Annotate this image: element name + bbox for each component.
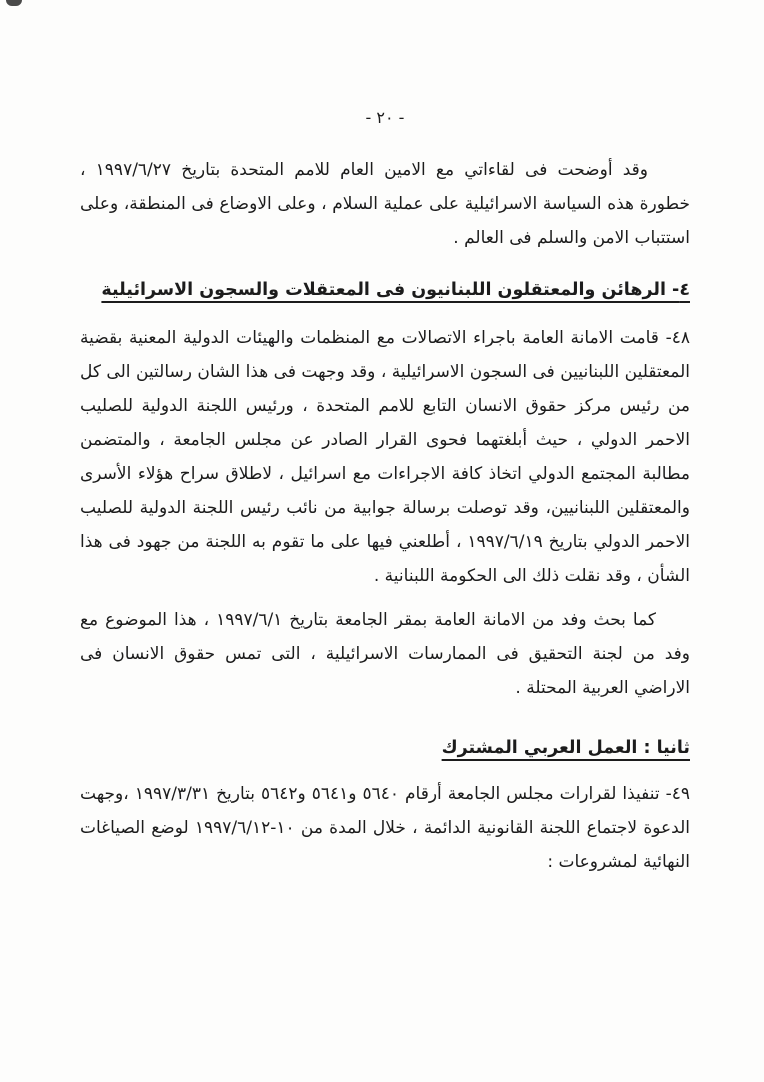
paragraph-49: ٤٩- تنفيذا لقرارات مجلس الجامعة أرقام ٥٦٤٠ و٥٦٤١ و٥٦٤٢ بتاريخ ١٩٩٧/٣/٣١ ،وجهت الدعوة لاجتماع اللجنة القانونية الدائمة ، خلال المدة من ١٠-١٩٩٧/٦/١٢ لوضع الصياغات النهائية لمشروعات : — [80, 784, 690, 872]
intro-paragraph: وقد أوضحت فى لقاءاتي مع الامين العام للامم المتحدة بتاريخ ١٩٩٧/٦/٢٧ ، خطورة هذه السياسة الاسرائيلية على عملية السلام ، وعلى الاوضاع فى المنطقة، وعلى استتباب الامن والسلم فى العالم . — [80, 160, 690, 248]
page-number: - ٢٠ - — [365, 108, 405, 127]
paragraph-48: ٤٨- قامت الامانة العامة باجراء الاتصالات مع المنظمات والهيئات الدولية المعنية بقضية المعتقلين اللبنانيين فى السجون الاسرائيلية ، وقد وجهت فى هذا الشان رسالتين الى كل من رئيس مركز حقوق الانسان التابع للامم المتحدة ، ورئيس اللجنة الدولية للصليب الاحمر الدولي ، حيث أبلغتهما فحوى القرار الصادر عن مجلس الجامعة ، والمتضمن مطالبة المجتمع الدولي اتخاذ كافة الاجراءات مع اسرائيل ، لاطلاق سراح هؤلاء الأسرى والمعتقلين اللبنانيين، وقد توصلت برسالة جوابية من نائب رئيس اللجنة الدولية للصليب الاحمر الدولي بتاريخ ١٩٩٧/٦/١٩ ، أطلعني فيها على ما تقوم به اللجنة من جهود فى هذا الشأن ، وقد نقلت ذلك الى الحكومة اللبنانية . — [80, 328, 691, 586]
section-4-heading-text: ٤- الرهائن والمعتقلون اللبنانيون فى المعتقلات والسجون الاسرائيلية — [101, 280, 690, 300]
section-second-heading — [80, 731, 690, 765]
scan-artifact-mark — [6, 0, 22, 6]
paragraph-gap — [80, 593, 690, 603]
paragraph-delegation: كما بحث وفد من الامانة العامة بمقر الجامعة بتاريخ ١٩٩٧/٦/١ ، هذا الموضوع مع وفد من لجنة التحقيق فى الممارسات الاسرائيلية ، التى تمس حقوق الانسان فى الاراضي العربية المحتلة . — [80, 610, 690, 698]
section-4-heading — [80, 273, 690, 307]
section-second-heading-text: ثانيا : العمل العربي المشترك — [441, 738, 690, 758]
